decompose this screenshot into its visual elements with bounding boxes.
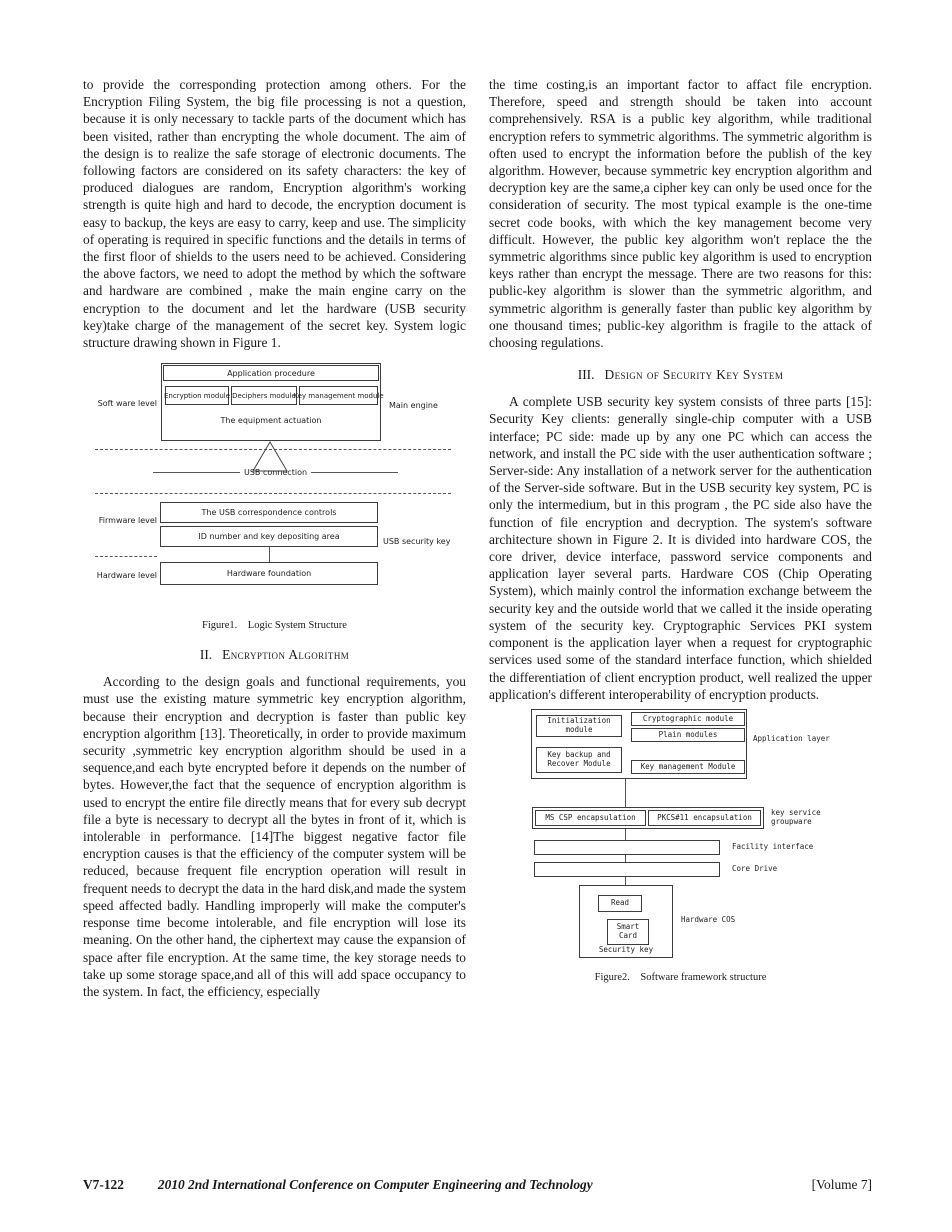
figure2-core-drive-label: Core Drive [732, 863, 778, 873]
figure1-usb-line-left [153, 472, 240, 473]
figure1-equipment-actuation-label: The equipment actuation [220, 416, 322, 426]
figure2-caption: Figure2. Software framework structure [594, 971, 767, 983]
figure2-connector-2 [625, 829, 626, 840]
left-paragraph-2: According to the design goals and functional requirements, you must use the existing mature symmetric key encryption algorithm, because their encryption and decryption is faster than public key encryption algorithm [13]. Theoretically, in order to provide maximum security ,symmetric key encryption algorithm should be used in a sequence,and each byte encrypted before it depends on the number of bytes. However,the fact that the sequence of encryption algorithm is used to encrypt the entire file directly means that for every sub decrypt file a byte is necessary to decrypt all the bytes in front of it, which is intolerable in performance. [14]The biggest negative factor file encryption causes is that the efficiency of the computer system will be reduced, because frequent file encryption operation will result in frequent needs to decrypt the data in the hard disk,and made the system speed affected badly. Handling improperly will make the computer's response time become intolerable, and file encryption will lose its meaning. On the other hand, the ciphertext may cause the expansion of space after file encryption. At the same time, the key storage needs to take up some storage space,and all of this will add space occupancy to the system. In fact, the efficiency, especially [83, 674, 466, 999]
figure2-ms-csp-box: MS CSP encapsulation [535, 810, 646, 826]
figure1-dashed-divider-left [95, 556, 157, 557]
figure2-diagram [489, 709, 872, 965]
section-ii-heading [83, 647, 466, 663]
footer-conference-title: 2010 2nd International Conference on Computer Engineering and Technology [157, 1177, 593, 1192]
figure1-dashed-divider-middle [95, 493, 451, 494]
section-iii-number: III. [577, 367, 595, 383]
section-ii-title: Encryption Algorithm [222, 647, 350, 663]
figure1-diagram [83, 361, 466, 613]
figure1-caption: Figure1. Logic System Structure [202, 620, 347, 632]
figure1-firmware-level-label: Firmware level [98, 516, 157, 526]
figure2-connector-4 [625, 877, 626, 885]
figure2-facility-interface-box [534, 840, 720, 855]
figure1-hardware-level-label: Hardware level [96, 571, 157, 581]
left-paragraph-1: to provide the corresponding protection among others. For the Encryption Filing System, the big file processing is not a question, because it is only necessary to tackle parts of the document which has been visited, rather than encrypting the whole document. The aim of the design is to realize the safe storage of electronic documents. The following factors are considered on its safety characters: the key of produced dialogues are random, Encryption algorithm's working strength is quite high and hard to decode, the encryption document is easy to backup, the keys are easy to carry, keep and use. The simplicity of operating is required in specific functions and the details in terms of the first floor of shields to the users need to be achieved. Considering the above factors, we need to adopt the method by which the software and hardware are combined , make the main engine carry on the encryption to the document and let the hardware (USB security key)take charge of the management of the secret key. System logic structure drawing shown in Figure 1. [83, 77, 466, 351]
figure1-usb-connection-label: USB connection [243, 468, 308, 478]
figure1-vertical-connector [269, 547, 270, 562]
figure2-key-backup-box: Key backup and Recover Module [536, 747, 622, 773]
figure2-connector-3 [625, 855, 626, 862]
figure1-key-management-module-box: Key management module [299, 386, 378, 405]
figure1-usb-security-key-label: USB security key [383, 537, 451, 547]
figure2-hardware-cos-label: Hardware COS [681, 914, 736, 924]
section-ii-number: II. [199, 647, 213, 663]
figure2-cryptographic-module-box: Cryptographic module [631, 712, 745, 726]
figure1-usb-line-right [311, 472, 398, 473]
figure2-application-layer-label: Application layer [753, 733, 830, 743]
figure2-connector-1 [625, 779, 626, 807]
figure2-facility-interface-label: Facility interface [732, 841, 814, 851]
figure2-key-management-box: Key management Module [631, 760, 745, 774]
figure1-main-engine-box [161, 363, 384, 441]
right-paragraph-1: the time costing,is an important factor to affact file encryption. Therefore, speed and strength should be taken into account comprehensively. RSA is a public key algorithm, while traditional encryption refers to symmetric algorithms. The symmetric algorithm is often used to encrypt the information before the publish of the key algorithm. However, because symmetric key encryption algorithm and decryption key are the same,a cipher key can only be used once for the consideration of security. The most typical example is the one-time secret code books, with which the key management become very difficult. However, the public key algorithm won't replace the the symmetric algorithms since public key algorithm is used to encryption keys rather than encrypt the message. There are two reasons for this: public-key algorithm is slower than the symmetric algorithm, and symmetric algorithm is generally faster than public key algorithm by one thousand times; public-key algorithm is fragile to the attack of choosing regulations. [489, 77, 872, 351]
figure1-application-procedure-box: Application procedure [163, 365, 379, 381]
figure2-smart-card-box: Smart Card [607, 919, 649, 945]
left-column [83, 76, 466, 1000]
footer-volume: [Volume 7] [811, 1177, 872, 1192]
figure2-pkcs11-box: PKCS#11 encapsulation [648, 810, 761, 826]
figure1-usb-correspondence-box: The USB correspondence controls [160, 502, 378, 523]
figure1-encryption-module-box: Encryption module [165, 386, 229, 405]
footer-page-number: V7-122 [83, 1177, 124, 1192]
right-column [489, 76, 872, 983]
figure1-software-level-label: Soft ware level [97, 399, 157, 409]
figure2-read-box: Read [598, 895, 642, 912]
figure2-security-key-label: Security key [598, 944, 654, 954]
figure1-main-engine-label: Main engine [389, 401, 438, 411]
figure2-initialization-module-box: Initialization module [536, 715, 622, 737]
section-iii-title: Design of Security Key System [604, 367, 784, 383]
figure1-id-number-box: ID number and key depositing area [160, 526, 378, 547]
right-paragraph-2: A complete USB security key system consists of three parts [15]: Security Key clients: generally single-chip computer with a USB interface; PC side: made up by any one PC which can access the network, and install the PC side with the user authentication software ; Server-side: Any installation of a network server for the authentication of the Server-side software. But in the USB security key system, PC is only the intermedium, but in this program , the PC side also have the function of file encryption and decryption. The system's software architecture shown in Figure 2. It is divided into hardware COS, the core driver, device interface, password service components and application layer several parts. Hardware COS (Chip Operating System), which mainly control the information exchange betweem the security key and the outside world that we called it the inside operating system of the security key. Cryptographic Services PKI system component is the application layer when a request for cryptographic services used some of the standard interface function, which shielded the differentiation of client encryption product, well realized the upper application's different interoperability of encryption products. [489, 394, 872, 702]
figure1-deciphers-module-box: Deciphers module [231, 386, 297, 405]
page-footer [83, 1177, 872, 1193]
figure2-plain-modules-box: Plain modules [631, 728, 745, 742]
figure2-key-service-groupware-label: key service groupware [771, 807, 821, 826]
figure1-usb-connection-row [153, 468, 398, 477]
figure1-hardware-foundation-box: Hardware foundation [160, 562, 378, 585]
section-iii-heading [489, 367, 872, 383]
figure2-core-drive-box [534, 862, 720, 877]
